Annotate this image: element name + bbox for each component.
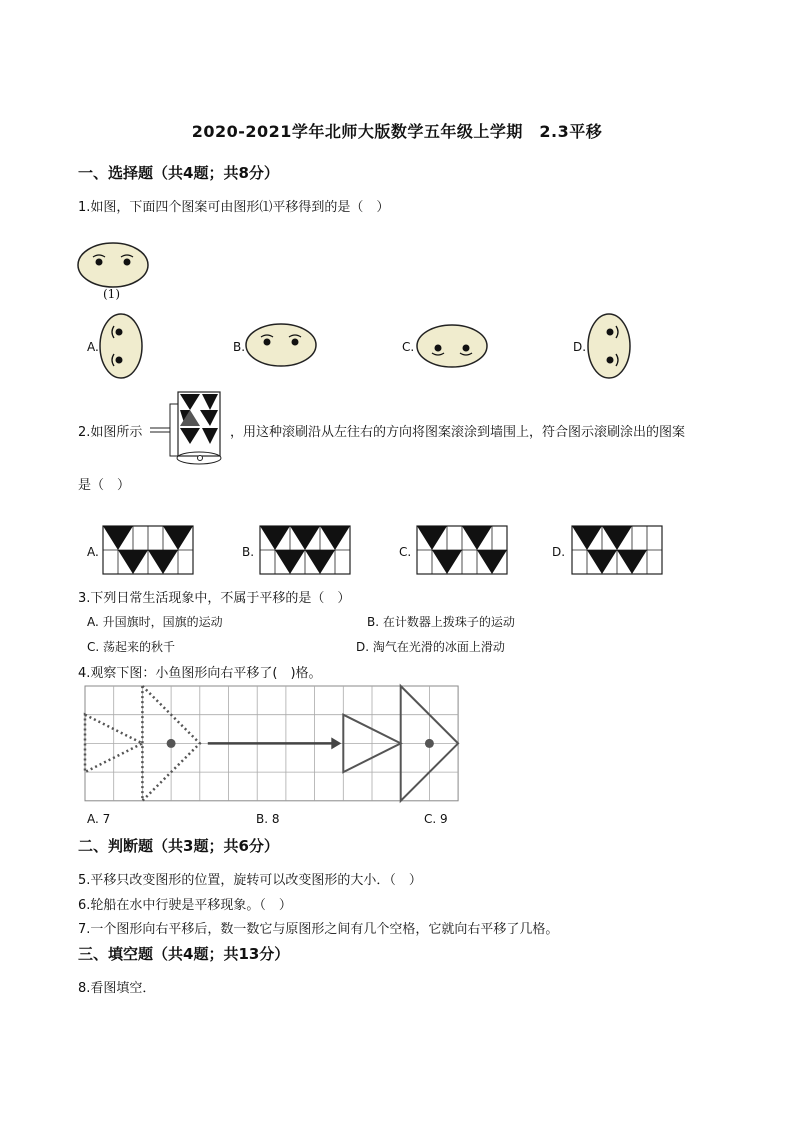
q1-option-d-figure[interactable] — [588, 312, 634, 382]
question-1-stem: 1.如图，下面四个图案可由图形⑴平移得到的是（ ） — [78, 200, 390, 215]
q2-option-b-label[interactable]: B. — [242, 545, 255, 559]
question-2-stem-b: ，用这种滚刷沿从左往右的方向将图案滚涂到墙围上，符合图示滚刷涂出的图案 — [230, 425, 686, 440]
q4-option-c[interactable]: C. 9 — [424, 812, 448, 826]
q3-option-d[interactable]: D. 淘气在光滑的冰面上滑动 — [356, 640, 505, 654]
q1-option-c-figure[interactable] — [417, 324, 489, 370]
q2-option-c-label[interactable]: C. — [399, 545, 412, 559]
q1-option-b-label[interactable]: B. — [233, 340, 246, 354]
question-7: 7.一个图形向右平移后，数一数它与原图形之间有几个空格，它就向右平移了几格。 — [78, 922, 559, 937]
q3-option-c[interactable]: C. 荡起来的秋千 — [87, 640, 176, 654]
question-4-stem: 4.观察下图：小鱼图形向右平移了( )格。 — [78, 666, 322, 681]
section-heading-fill: 三、填空题（共4题；共13分） — [78, 945, 290, 963]
question-8: 8.看图填空． — [78, 981, 156, 996]
question-3-stem: 3.下列日常生活现象中，不属于平移的是（ ） — [78, 591, 351, 606]
q2-option-c-pattern[interactable] — [416, 525, 508, 575]
q4-fish-grid-figure — [85, 686, 459, 802]
q4-option-b[interactable]: B. 8 — [256, 812, 280, 826]
q1-figure-label: (1) — [103, 287, 120, 301]
q4-option-a[interactable]: A. 7 — [87, 812, 111, 826]
q1-option-d-label[interactable]: D. — [573, 340, 587, 354]
section-heading-choice: 一、选择题（共4题；共8分） — [78, 164, 279, 182]
q2-option-b-pattern[interactable] — [259, 525, 351, 575]
q3-option-a[interactable]: A. 升国旗时，国旗的运动 — [87, 615, 223, 629]
q2-option-a-label[interactable]: A. — [87, 545, 99, 559]
question-2-stem-a: 2.如图所示 — [78, 425, 143, 440]
question-2-stem-c: 是（ ） — [78, 478, 131, 493]
q2-roller-brush-figure — [150, 386, 228, 470]
q1-option-b-figure[interactable] — [246, 323, 318, 369]
q1-option-c-label[interactable]: C. — [402, 340, 415, 354]
q3-option-b[interactable]: B. 在计数器上拨珠子的运动 — [367, 615, 515, 629]
q2-option-d-pattern[interactable] — [571, 525, 663, 575]
q2-option-a-pattern[interactable] — [102, 525, 194, 575]
question-6: 6.轮船在水中行驶是平移现象。（ ） — [78, 898, 292, 913]
question-5: 5.平移只改变图形的位置，旋转可以改变图形的大小．（ ） — [78, 873, 422, 888]
q1-option-a-label[interactable]: A. — [87, 340, 99, 354]
original-fish-eye — [167, 739, 176, 748]
moved-fish-eye — [425, 739, 434, 748]
q1-option-a-figure[interactable] — [100, 312, 146, 382]
q2-option-d-label[interactable]: D. — [552, 545, 566, 559]
section-heading-judgement: 二、判断题（共3题；共6分） — [78, 837, 279, 855]
page-title: 2020-2021学年北师大版数学五年级上学期 2.3平移 — [191, 122, 603, 141]
